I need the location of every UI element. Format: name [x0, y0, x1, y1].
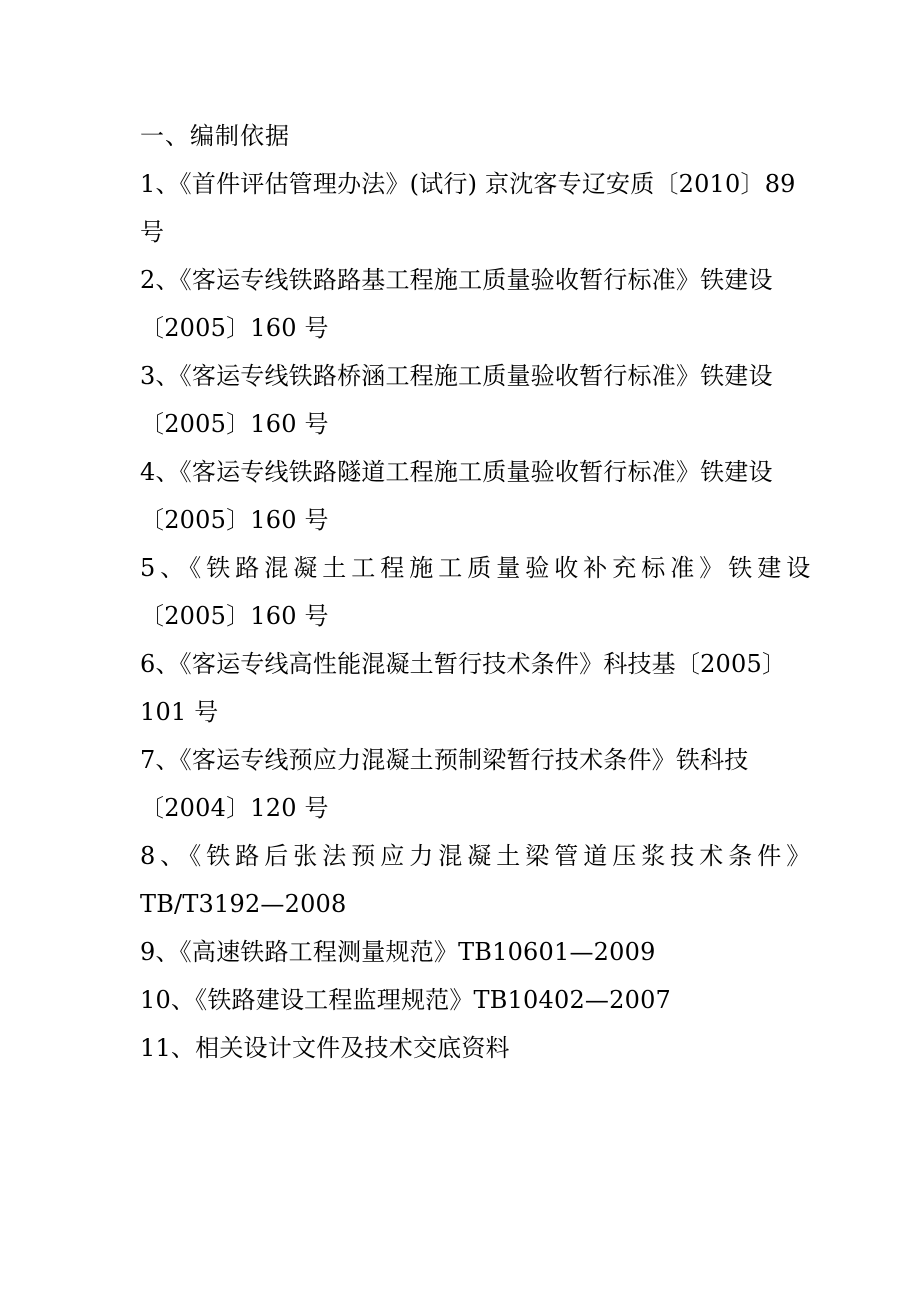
item-8-line-1: 8、《铁路后张法预应力混凝土梁管道压浆技术条件》 — [140, 842, 816, 870]
list-item — [140, 352, 790, 448]
list-item — [140, 976, 790, 1024]
item-2-line-1: 2、《客运专线铁路路基工程施工质量验收暂行标准》铁建设 — [140, 266, 773, 294]
section-title: 一、编制依据 — [140, 122, 290, 150]
item-5-line-1: 5、《铁路混凝土工程施工质量验收补充标准》铁建设 — [140, 554, 816, 582]
item-7-line-1: 7、《客运专线预应力混凝土预制梁暂行技术条件》铁科技 — [140, 746, 749, 774]
item-2-line-2: 〔2005〕160 号 — [140, 314, 329, 342]
item-10-line-1: 10、《铁路建设工程监理规范》TB10402—2007 — [140, 986, 672, 1014]
list-item — [140, 640, 790, 736]
item-3-line-1: 3、《客运专线铁路桥涵工程施工质量验收暂行标准》铁建设 — [140, 362, 773, 390]
list-item — [140, 448, 790, 544]
list-item — [140, 1024, 790, 1072]
item-1-line-1: 1、《首件评估管理办法》(试行) 京沈客专辽安质〔2010〕89 — [140, 170, 796, 198]
item-11-line-1: 11、相关设计文件及技术交底资料 — [140, 1034, 510, 1062]
item-9-line-1: 9、《高速铁路工程测量规范》TB10601—2009 — [140, 938, 656, 966]
document-body — [140, 112, 816, 1072]
list-item — [140, 736, 790, 832]
item-6-line-2: 101 号 — [140, 698, 219, 726]
item-4-line-2: 〔2005〕160 号 — [140, 506, 329, 534]
list-item — [140, 832, 816, 928]
item-5-line-2: 〔2005〕160 号 — [140, 602, 329, 630]
item-8-line-2: TB/T3192—2008 — [140, 890, 347, 918]
item-6-line-1: 6、《客运专线高性能混凝土暂行技术条件》科技基〔2005〕 — [140, 650, 787, 678]
list-item — [140, 928, 790, 976]
list-item — [140, 544, 816, 640]
list-item — [140, 160, 796, 256]
item-1-line-2: 号 — [140, 218, 165, 246]
item-4-line-1: 4、《客运专线铁路隧道工程施工质量验收暂行标准》铁建设 — [140, 458, 773, 486]
list-item — [140, 256, 790, 352]
item-3-line-2: 〔2005〕160 号 — [140, 410, 329, 438]
item-7-line-2: 〔2004〕120 号 — [140, 794, 329, 822]
